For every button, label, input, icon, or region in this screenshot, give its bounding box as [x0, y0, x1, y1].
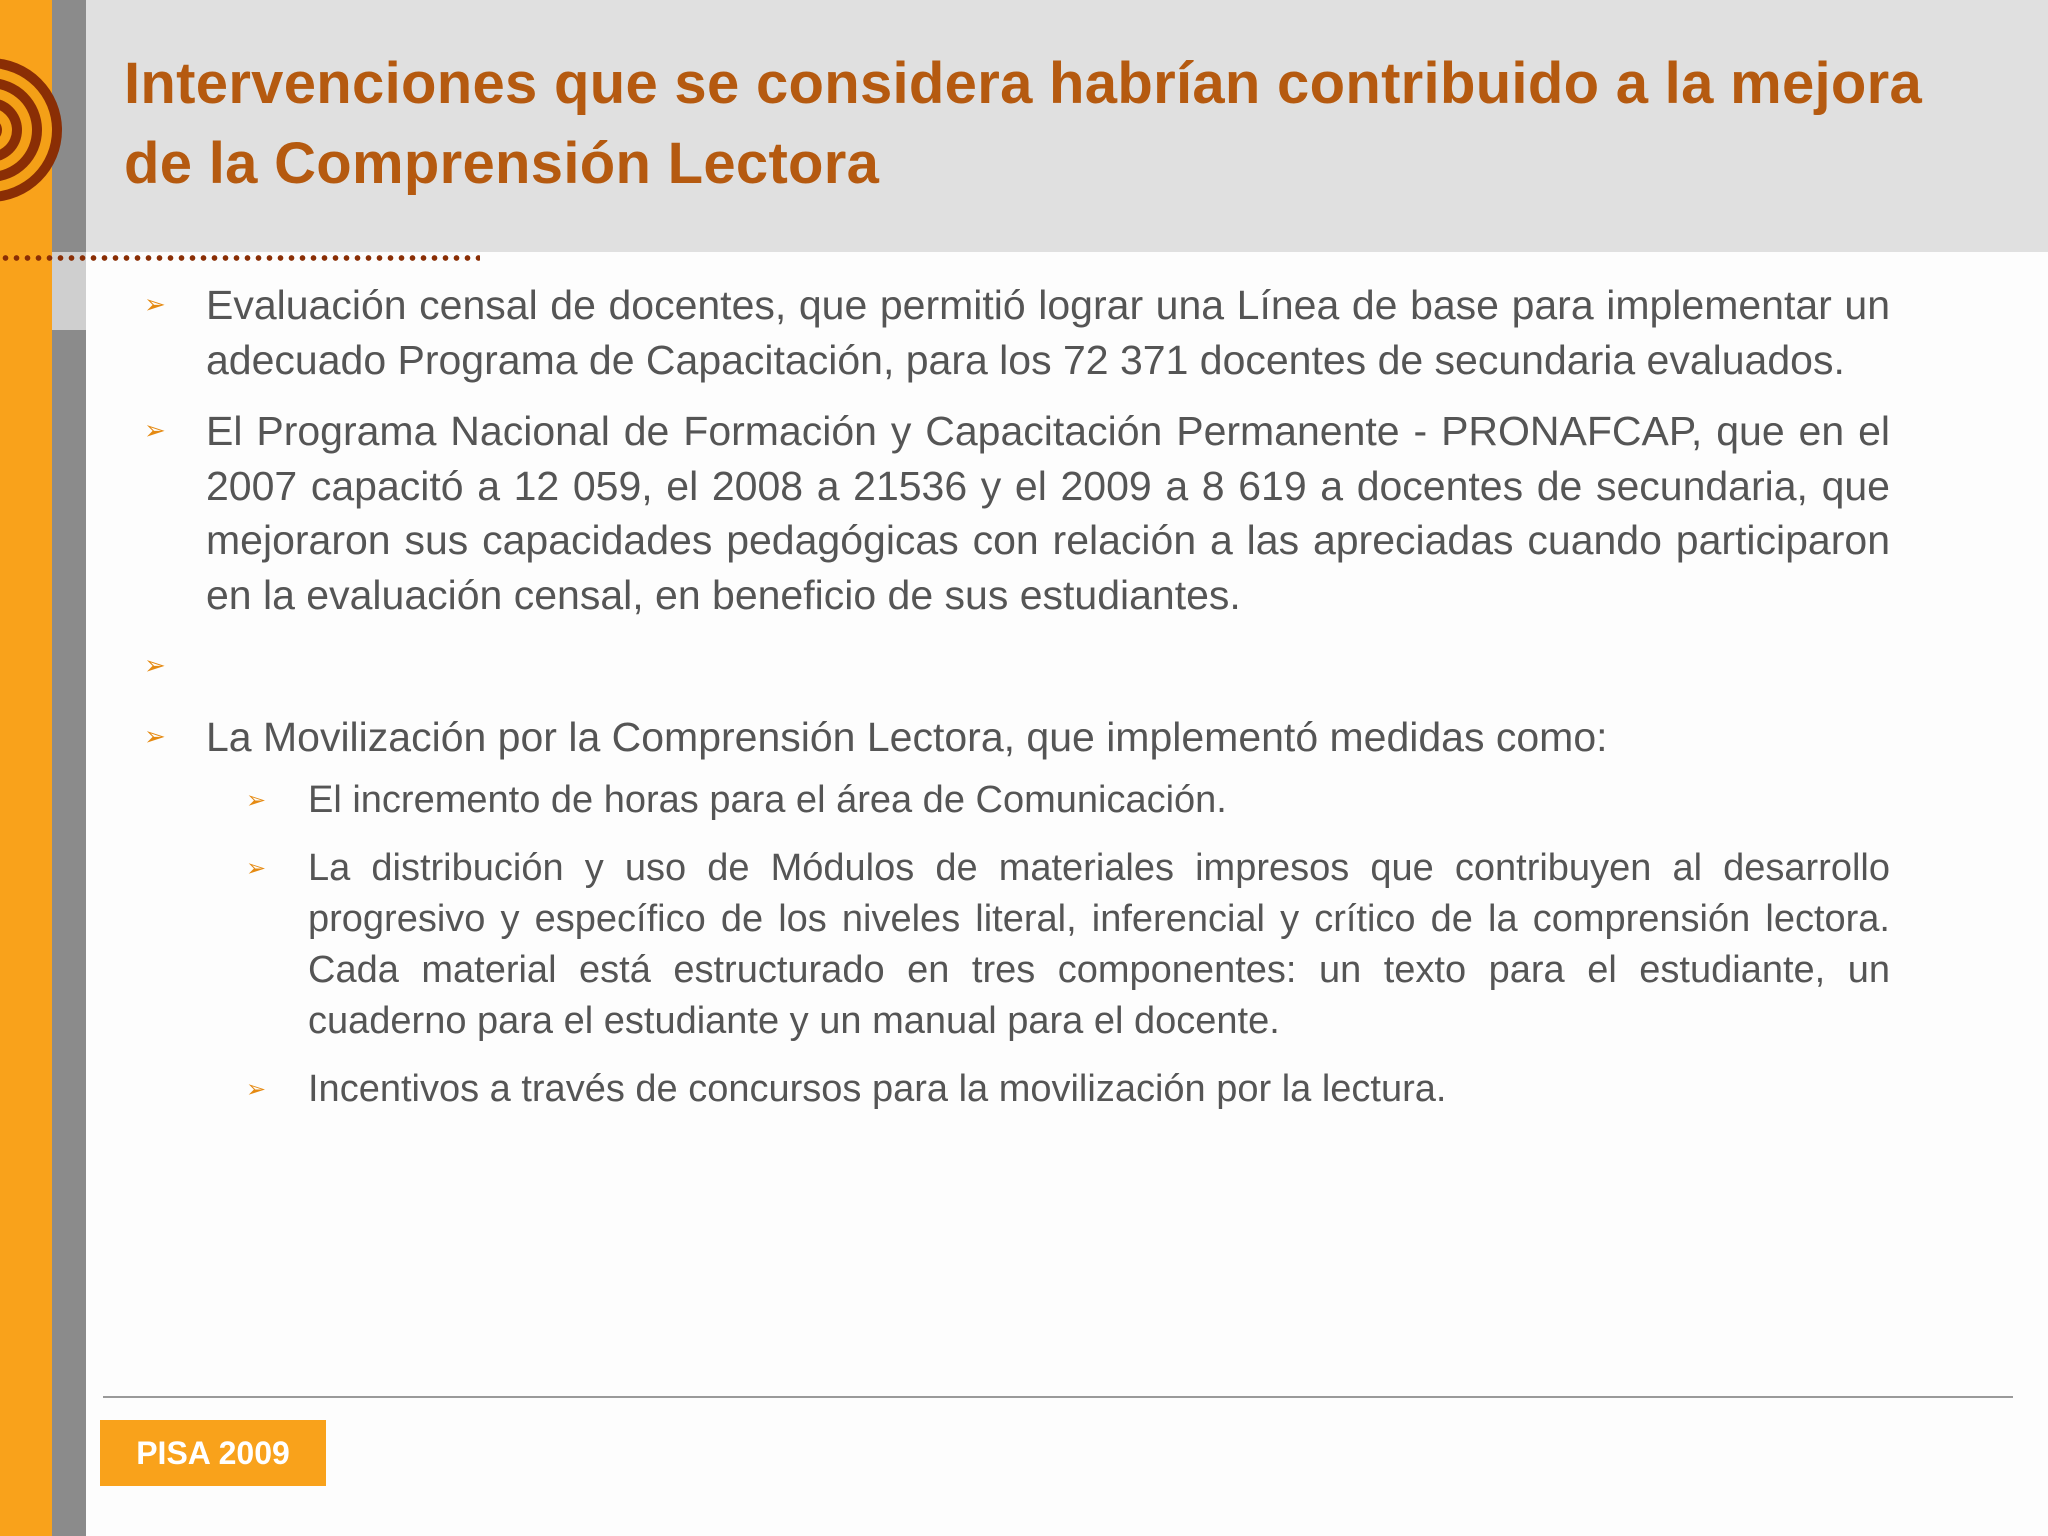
bullet-text: El Programa Nacional de Formación y Capacitación Permanente - PRONAFCAP, que en el 2007 capacitó a 12 059, el 2008 a 21536 y el 2009 a 8 619 a docentes de secundaria, que mejoraron sus capacidades pedagógicas con relación a las apreciadas cuando participaron en la evaluación censal, en beneficio de sus estudiantes.	[206, 408, 1890, 618]
left-accent-bar	[0, 0, 52, 1536]
list-item	[140, 404, 1890, 622]
bullet-list	[140, 278, 1890, 1132]
dotted-divider	[0, 254, 480, 262]
arrow-bullet-icon: ➢	[144, 721, 166, 751]
sub-bullet-text: El incremento de horas para el área de Comunicación.	[308, 778, 1227, 821]
arrow-bullet-icon: ➢	[144, 415, 166, 445]
arrow-bullet-icon: ➢	[144, 650, 166, 680]
list-item-empty	[140, 639, 1890, 693]
sub-list-item	[140, 1064, 1890, 1115]
sub-bullet-text: La distribución y uso de Módulos de materiales impresos que contribuyen al desarrollo progresivo y específico de los niveles literal, inferencial y crítico de la comprensión lectora. Cada material está estructurado en tres componentes: un texto para el estudiante, un cuaderno para el estudiante y un manual para el docente.	[308, 846, 1890, 1042]
sub-list-item	[140, 775, 1890, 826]
footer-badge: PISA 2009	[100, 1420, 326, 1486]
list-item	[140, 278, 1890, 387]
arrow-bullet-icon: ➢	[246, 854, 267, 882]
list-item	[140, 710, 1890, 765]
footer-divider	[103, 1396, 2013, 1398]
sub-list-item	[140, 843, 1890, 1047]
slide-title: Intervenciones que se considera habrían contribuido a la mejora de la Comprensión Lectora	[124, 51, 1923, 196]
spiral-logo-icon	[0, 40, 70, 220]
arrow-bullet-icon: ➢	[144, 289, 166, 319]
arrow-bullet-icon: ➢	[246, 1075, 267, 1103]
bullet-text: La Movilización por la Comprensión Lectora, que implementó medidas como:	[206, 714, 1608, 760]
sub-bullet-text: Incentivos a través de concursos para la movilización por la lectura.	[308, 1067, 1447, 1110]
arrow-bullet-icon: ➢	[246, 786, 267, 814]
light-gray-segment	[52, 252, 86, 330]
bullet-text: Evaluación censal de docentes, que permitió lograr una Línea de base para implementar un adecuado Programa de Capacitación, para los 72 371 docentes de secundaria evaluados.	[206, 282, 1890, 383]
